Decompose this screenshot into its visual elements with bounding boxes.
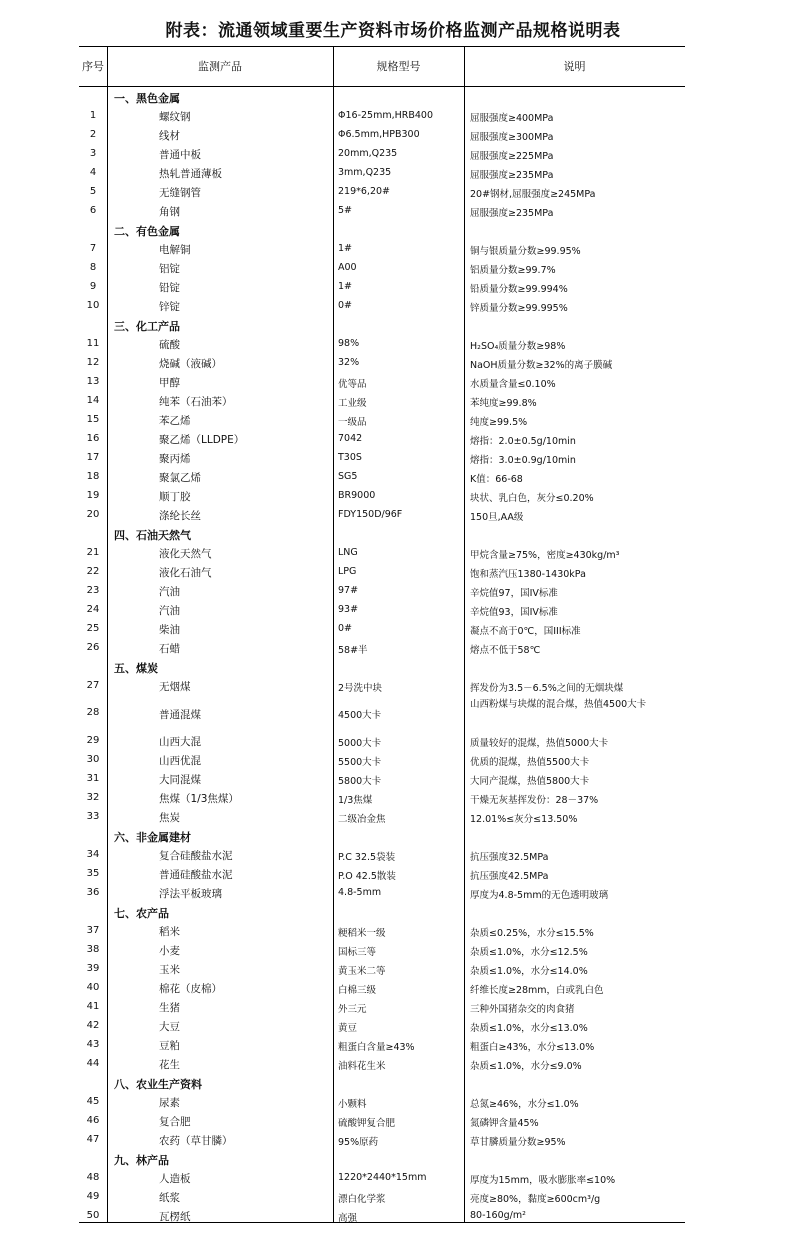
table-row: [79, 941, 685, 960]
product-name: 大同混煤: [159, 774, 201, 786]
table-row: [79, 544, 685, 563]
description: H₂SO₄质量分数≥98%: [470, 341, 566, 352]
description: 杂质≤1.0%，水分≤13.0%: [470, 1023, 588, 1034]
row-number: 2: [89, 129, 97, 140]
table-row: [79, 582, 685, 601]
table-row: [79, 297, 685, 316]
table-row: [79, 240, 685, 259]
table-row: [79, 998, 685, 1017]
description: 厚度为15mm，吸水膨胀率≤10%: [470, 1175, 616, 1186]
row-number: 23: [86, 585, 100, 596]
product-name: 电解铜: [159, 244, 191, 256]
product-name: 聚丙烯: [159, 453, 191, 465]
row-number: 45: [86, 1096, 100, 1107]
table-row: [79, 373, 685, 392]
table-row: [79, 183, 685, 202]
spec-model: 二级冶金焦: [338, 814, 386, 825]
description: 杂质≤1.0%，水分≤12.5%: [470, 947, 588, 958]
header-num: 序号: [82, 59, 104, 73]
row-number: 19: [86, 490, 100, 501]
row-number: 34: [86, 849, 100, 860]
row-number: 3: [89, 148, 97, 159]
spec-model: 外三元: [338, 1004, 367, 1015]
section-row: [79, 1150, 685, 1169]
description: 150旦,AA级: [470, 512, 524, 523]
table-row: [79, 1169, 685, 1188]
row-number: 1: [89, 110, 97, 121]
section-row: [79, 658, 685, 677]
product-name: 小麦: [159, 945, 180, 957]
description: 山西粉煤与块煤的混合煤，热值4500大卡: [470, 699, 647, 710]
row-number: 20: [86, 509, 100, 520]
table-row: [79, 639, 685, 658]
product-name: 普通混煤: [159, 709, 201, 721]
spec-model: 油料花生米: [338, 1061, 386, 1072]
row-number: 47: [86, 1134, 100, 1145]
row-number: 31: [86, 773, 100, 784]
spec-model: 黄豆: [338, 1023, 358, 1034]
table-row: [79, 202, 685, 221]
row-number: 21: [86, 547, 100, 558]
spec-model: 7042: [338, 433, 363, 444]
spec-model: 粳稻米一级: [338, 928, 386, 939]
description: 屈服强度≥235MPa: [470, 170, 554, 181]
description: 熔指：3.0±0.9g/10min: [470, 455, 576, 466]
description: 亮度≥80%，黏度≥600cm³/g: [470, 1194, 601, 1205]
description: 优质的混煤，热值5500大卡: [470, 757, 590, 768]
row-number: 40: [86, 982, 100, 993]
table-row: [79, 354, 685, 373]
description: 屈服强度≥235MPa: [470, 208, 554, 219]
spec-model: 0#: [338, 623, 353, 634]
table-row: [79, 1207, 685, 1226]
spec-model: LNG: [338, 547, 358, 558]
product-name: 涤纶长丝: [159, 510, 201, 522]
table-row: [79, 563, 685, 582]
row-number: 9: [89, 281, 97, 292]
table-row: [79, 808, 685, 827]
description: 纯度≥99.5%: [470, 417, 528, 428]
row-number: 6: [89, 205, 97, 216]
description: 铜与银质量分数≥99.95%: [470, 246, 581, 257]
description: 屈服强度≥225MPa: [470, 151, 554, 162]
section-row: [79, 827, 685, 846]
spec-model: 1#: [338, 281, 353, 292]
spec-model: 国标三等: [338, 947, 377, 958]
spec-model: 0#: [338, 300, 353, 311]
section-row: [79, 1074, 685, 1093]
spec-model: 58#半: [338, 645, 368, 656]
spec-model: 4500大卡: [338, 710, 382, 721]
table-row: [79, 865, 685, 884]
description: 纤维长度≥28mm，白或乳白色: [470, 985, 604, 996]
description: 杂质≤1.0%，水分≤14.0%: [470, 966, 588, 977]
table-header: [79, 46, 685, 86]
row-number: 13: [86, 376, 100, 387]
spec-model: 白棉三级: [338, 985, 377, 996]
product-name: 苯乙烯: [159, 415, 191, 427]
row-number: 32: [86, 792, 100, 803]
table-row: [79, 1017, 685, 1036]
table-row: [79, 1112, 685, 1131]
header-desc: 说明: [563, 59, 586, 73]
description: 挥发份为3.5－6.5%之间的无烟块煤: [470, 683, 624, 694]
table-row: [79, 884, 685, 903]
spec-model: 32%: [338, 357, 360, 368]
description: 抗压强度42.5MPa: [470, 871, 549, 882]
description: 12.01%≤灰分≤13.50%: [470, 814, 578, 825]
product-name: 烧碱（液碱）: [159, 358, 222, 370]
description: 饱和蒸汽压1380-1430kPa: [470, 569, 586, 580]
table-row: [79, 979, 685, 998]
spec-model: 219*6,20#: [338, 186, 390, 197]
table-row: [79, 601, 685, 620]
spec-model: 3mm,Q235: [338, 167, 392, 178]
row-number: 17: [86, 452, 100, 463]
product-name: 玉米: [159, 964, 180, 976]
product-name: 山西优混: [159, 755, 201, 767]
row-number: 24: [86, 604, 100, 615]
table-row: [79, 677, 685, 696]
description: 苯纯度≥99.8%: [470, 398, 537, 409]
table-row: [79, 1131, 685, 1150]
product-name: 生猪: [159, 1002, 180, 1014]
product-name: 普通硅酸盐水泥: [159, 869, 233, 881]
product-name: 山西大混: [159, 736, 201, 748]
row-number: 11: [86, 338, 100, 349]
description: 大同产混煤，热值5800大卡: [470, 776, 590, 787]
description: 锌质量分数≥99.995%: [470, 303, 568, 314]
spec-model: T30S: [338, 452, 362, 463]
description: 辛烷值93，国IV标准: [470, 607, 558, 618]
table-row: [79, 430, 685, 449]
description: 水质量含量≤0.10%: [470, 379, 556, 390]
spec-model: FDY150D/96F: [338, 509, 403, 520]
spec-model: 97#: [338, 585, 359, 596]
spec-model: 2号洗中块: [338, 683, 383, 694]
header-spec: 规格型号: [376, 59, 421, 73]
header-product: 监测产品: [198, 59, 242, 73]
product-name: 普通中板: [159, 149, 201, 161]
row-number: 10: [86, 300, 100, 311]
row-number: 27: [86, 680, 100, 691]
section-title: 八、农业生产资料: [114, 1078, 202, 1091]
row-number: 43: [86, 1039, 100, 1050]
row-number: 50: [86, 1210, 100, 1221]
section-title: 七、农产品: [114, 907, 169, 920]
description: 杂质≤0.25%，水分≤15.5%: [470, 928, 594, 939]
product-name: 豆粕: [159, 1040, 180, 1052]
row-number: 33: [86, 811, 100, 822]
section-title: 三、化工产品: [114, 320, 180, 333]
description: 总氮≥46%，水分≤1.0%: [470, 1099, 579, 1110]
product-name: 浮法平板玻璃: [159, 888, 222, 900]
row-number: 30: [86, 754, 100, 765]
description: 草甘膦质量分数≥95%: [470, 1137, 566, 1148]
row-number: 42: [86, 1020, 100, 1031]
table-row: [79, 1093, 685, 1112]
description: 屈服强度≥300MPa: [470, 132, 554, 143]
spec-model: 1220*2440*15mm: [338, 1172, 427, 1183]
description: 甲烷含量≥75%，密度≥430kg/m³: [470, 550, 620, 561]
spec-model: P.O 42.5散装: [338, 871, 396, 882]
row-number: 7: [89, 243, 97, 254]
product-name: 农药（草甘膦）: [159, 1135, 233, 1147]
product-name: 热轧普通薄板: [159, 168, 222, 180]
row-number: 14: [86, 395, 100, 406]
table-row: [79, 770, 685, 789]
product-name: 顺丁胶: [159, 491, 191, 503]
row-number: 22: [86, 566, 100, 577]
product-name: 铝锭: [159, 263, 180, 275]
spec-model: 5500大卡: [338, 757, 382, 768]
product-name: 焦煤（1/3焦煤）: [159, 793, 239, 805]
row-number: 38: [86, 944, 100, 955]
description: 熔点不低于58℃: [470, 645, 541, 656]
table-row: [79, 751, 685, 770]
row-number: 25: [86, 623, 100, 634]
row-number: 49: [86, 1191, 100, 1202]
product-name: 瓦楞纸: [159, 1211, 191, 1223]
description: 块状、乳白色，灰分≤0.20%: [470, 493, 594, 504]
spec-model: 1/3焦煤: [338, 795, 373, 806]
section-title: 四、石油天然气: [114, 529, 191, 542]
table-row: [79, 1055, 685, 1074]
description: 三种外国猪杂交的肉食猪: [470, 1004, 575, 1015]
table-row: [79, 468, 685, 487]
table-row: [79, 960, 685, 979]
section-row: [79, 525, 685, 544]
spec-model: 95%原药: [338, 1137, 379, 1148]
product-name: 纸浆: [159, 1192, 180, 1204]
table-row: [79, 126, 685, 145]
row-number: 4: [89, 167, 97, 178]
spec-model: A00: [338, 262, 357, 273]
product-name: 锌锭: [159, 301, 180, 313]
description: 厚度为4.8-5mm的无色透明玻璃: [470, 890, 609, 901]
product-name: 复合肥: [159, 1116, 191, 1128]
product-name: 铅锭: [159, 282, 180, 294]
description: 杂质≤1.0%，水分≤9.0%: [470, 1061, 582, 1072]
row-number: 15: [86, 414, 100, 425]
product-name: 柴油: [159, 624, 180, 636]
row-number: 39: [86, 963, 100, 974]
row-number: 44: [86, 1058, 100, 1069]
section-row: [79, 88, 685, 107]
description: 抗压强度32.5MPa: [470, 852, 549, 863]
description: 20#钢材,屈服强度≥245MPa: [470, 189, 596, 200]
section-title: 五、煤炭: [114, 662, 158, 675]
description: 质量较好的混煤，热值5000大卡: [470, 738, 609, 749]
spec-model: 小颗料: [338, 1099, 367, 1110]
table-row: [79, 506, 685, 525]
description: 干燥无灰基挥发份：28－37%: [470, 795, 599, 806]
product-name: 纯苯（石油苯）: [159, 396, 233, 408]
spec-model: BR9000: [338, 490, 376, 501]
row-number: 5: [89, 186, 97, 197]
table-row: [79, 392, 685, 411]
product-name: 石蜡: [159, 643, 180, 655]
product-name: 汽油: [159, 605, 180, 617]
section-title: 一、黑色金属: [114, 92, 180, 105]
table-row: [79, 620, 685, 639]
product-name: 硫酸: [159, 339, 180, 351]
spec-model: 98%: [338, 338, 360, 349]
description: K值：66-68: [470, 474, 523, 485]
page-title: 附表：流通领域重要生产资料市场价格监测产品规格说明表: [165, 21, 621, 41]
product-name: 汽油: [159, 586, 180, 598]
description: 屈服强度≥400MPa: [470, 113, 554, 124]
section-title: 九、林产品: [114, 1154, 169, 1167]
row-number: 12: [86, 357, 100, 368]
row-number: 28: [86, 707, 100, 718]
spec-model: Φ16-25mm,HRB400: [338, 110, 434, 121]
spec-model: 粗蛋白含量≥43%: [338, 1042, 415, 1053]
product-name: 人造板: [159, 1173, 191, 1185]
table-row: [79, 278, 685, 297]
row-number: 16: [86, 433, 100, 444]
section-row: [79, 221, 685, 240]
table-row: [79, 259, 685, 278]
description: 铝质量分数≥99.7%: [470, 265, 556, 276]
table-row: [79, 789, 685, 808]
table-row: [79, 922, 685, 941]
spec-model: 优等品: [338, 379, 367, 390]
description: 辛烷值97，国IV标准: [470, 588, 558, 599]
product-name: 线材: [159, 130, 180, 142]
product-name: 大豆: [159, 1021, 180, 1033]
description: 凝点不高于0℃，国III标准: [470, 626, 581, 637]
spec-model: 4.8-5mm: [338, 887, 382, 898]
description: 粗蛋白≥43%，水分≤13.0%: [470, 1042, 595, 1053]
row-number: 46: [86, 1115, 100, 1126]
spec-model: 高强: [338, 1213, 358, 1224]
spec-model: 一级品: [338, 417, 367, 428]
section-row: [79, 903, 685, 922]
spec-model: Φ6.5mm,HPB300: [338, 129, 420, 140]
spec-model: SG5: [338, 471, 358, 482]
table-row: [79, 335, 685, 354]
spec-model: 工业级: [338, 398, 367, 409]
row-number: 37: [86, 925, 100, 936]
spec-model: LPG: [338, 566, 357, 577]
table-row: [79, 732, 685, 751]
table-row: [79, 164, 685, 183]
row-number: 29: [86, 735, 100, 746]
row-number: 48: [86, 1172, 100, 1183]
description: 80-160g/m²: [470, 1210, 526, 1221]
spec-model: 20mm,Q235: [338, 148, 398, 159]
product-name: 液化天然气: [159, 548, 212, 560]
section-title: 六、非金属建材: [114, 831, 191, 844]
spec-model: 5800大卡: [338, 776, 382, 787]
spec-model: 黄玉米二等: [338, 966, 386, 977]
spec-model: 93#: [338, 604, 359, 615]
product-name: 螺纹钢: [159, 111, 191, 123]
product-name: 棉花（皮棉）: [159, 983, 222, 995]
row-number: 36: [86, 887, 100, 898]
spec-model: 5000大卡: [338, 738, 382, 749]
product-name: 角钢: [159, 206, 180, 218]
table-row: [79, 487, 685, 506]
description: NaOH质量分数≥32%的离子膜碱: [470, 360, 613, 371]
spec-model: 5#: [338, 205, 353, 216]
table-row: [79, 696, 685, 732]
product-name: 液化石油气: [159, 567, 212, 579]
product-name: 尿素: [159, 1097, 180, 1109]
table-row: [79, 449, 685, 468]
description: 氮磷钾含量45%: [470, 1118, 539, 1129]
product-name: 花生: [159, 1059, 180, 1071]
table-row: [79, 411, 685, 430]
product-name: 聚乙烯（LLDPE）: [159, 434, 245, 446]
spec-model: P.C 32.5袋装: [338, 852, 396, 863]
product-name: 复合硅酸盐水泥: [159, 850, 233, 862]
row-number: 41: [86, 1001, 100, 1012]
row-number: 8: [89, 262, 97, 273]
section-title: 二、有色金属: [114, 225, 180, 238]
section-row: [79, 316, 685, 335]
spec-model: 硫酸钾复合肥: [338, 1118, 396, 1129]
table-header-rule: [79, 86, 685, 87]
spec-model: 1#: [338, 243, 353, 254]
product-name: 焦炭: [159, 812, 180, 824]
description: 熔指：2.0±0.5g/10min: [470, 436, 576, 447]
description: 铅质量分数≥99.994%: [470, 284, 568, 295]
product-name: 聚氯乙烯: [159, 472, 201, 484]
row-number: 18: [86, 471, 100, 482]
product-name: 无烟煤: [159, 681, 191, 693]
table-row: [79, 107, 685, 126]
spec-model: 漂白化学浆: [338, 1194, 386, 1205]
product-name: 甲醇: [159, 377, 180, 389]
table-row: [79, 145, 685, 164]
product-name: 无缝钢管: [159, 187, 201, 199]
table-row: [79, 1036, 685, 1055]
product-name: 稻米: [159, 926, 180, 938]
table-row: [79, 1188, 685, 1207]
row-number: 26: [86, 642, 100, 653]
table-row: [79, 846, 685, 865]
row-number: 35: [86, 868, 100, 879]
